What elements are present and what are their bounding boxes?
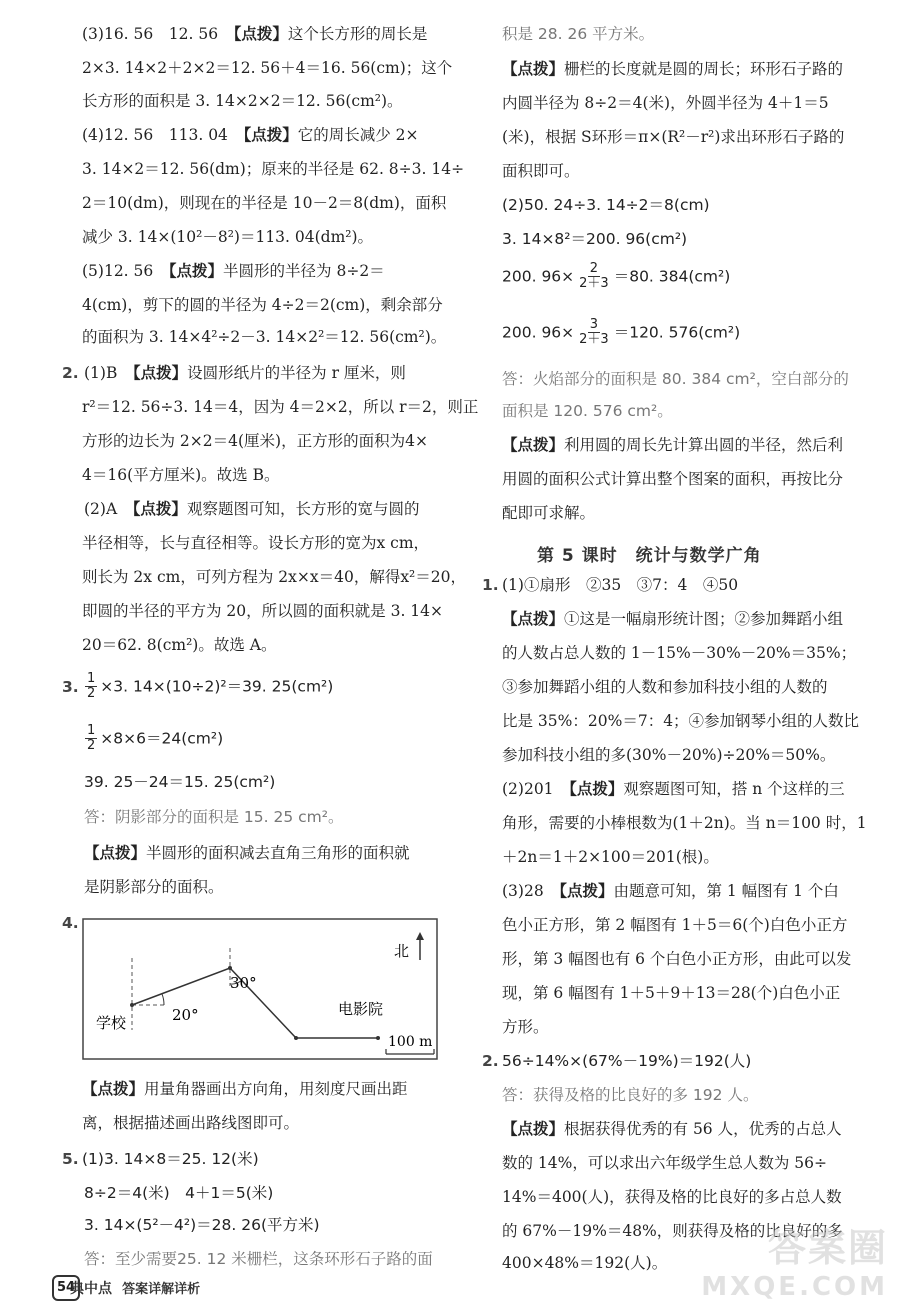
answer-statement: 积是 28. 26 平方米。 xyxy=(502,25,655,43)
formula-line: 200. 96× $\frac{2}{2+3}$ ＝80. 384(cm²) xyxy=(502,261,731,292)
answer-line: (4)12. 56 113. 04 【点拨】它的周长减少 2× xyxy=(82,126,419,144)
answer-statement: 面积是 120. 576 cm²。 xyxy=(502,402,673,420)
answer-line: (3)16. 56 12. 56 【点拨】这个长方形的周长是 xyxy=(82,25,428,43)
question-number: 1. xyxy=(482,576,499,594)
answer-line: 【点拨】栅栏的长度就是圆的周长；环形石子路的 xyxy=(502,60,844,78)
fraction: $\frac{3}{2+3}$ xyxy=(579,317,609,348)
answer-statement: 答：阴影部分的面积是 15. 25 cm²。 xyxy=(84,808,344,826)
answer-line: (1)B 【点拨】设圆形纸片的半径为 r 厘米，则 xyxy=(84,364,406,382)
answer-line: 4＝16(平方厘米)。故选 B。 xyxy=(82,466,280,484)
answer-line: 比是 35%：20%＝7：4；④参加钢琴小组的人数比 xyxy=(502,712,860,730)
route-map xyxy=(82,918,438,1060)
fraction: $\frac{1}{2}$ xyxy=(87,723,96,754)
formula-line: 56÷14%×(67%－19%)＝192(人) xyxy=(502,1052,752,1070)
answer-line: 20＝62. 8(cm²)。故选 A。 xyxy=(82,636,277,654)
page-number: 54 xyxy=(52,1275,80,1301)
answer-line: 内圆半径为 8÷2＝4(米)，外圆半径为 4＋1＝5 xyxy=(502,94,829,112)
answer-statement: 答：获得及格的比良好的多 192 人。 xyxy=(502,1086,759,1104)
answer-line: ③参加舞蹈小组的人数和参加科技小组的人数的 xyxy=(502,678,828,696)
answer-line: 配即可求解。 xyxy=(502,504,596,522)
answer-line: 方形的边长为 2×2＝4(厘米)，正方形的面积为4× xyxy=(82,432,428,450)
answer-line: 14%＝400(人)，获得及格的比良好的多占总人数 xyxy=(502,1188,842,1206)
formula-line: (1)3. 14×8＝25. 12(米) xyxy=(82,1150,259,1168)
answer-line: 面积即可。 xyxy=(502,162,580,180)
answer-line: r²＝12. 56÷3. 14＝4，因为 4＝2×2，所以 r＝2，则正 xyxy=(82,398,479,416)
answer-line: 3. 14×2＝12. 56(dm)；原来的半径是 62. 8÷3. 14÷ xyxy=(82,160,465,178)
angle-label: 30° xyxy=(230,974,257,992)
answer-line: (2)201 【点拨】观察题图可知，搭 n 个这样的三 xyxy=(502,780,845,798)
scale-label: 100 m xyxy=(388,1034,433,1050)
watermark: 答案圈 MXQE.COM xyxy=(701,1226,888,1302)
formula-line: 200. 96× $\frac{3}{2+3}$ ＝120. 576(cm²) xyxy=(502,317,741,348)
answer-line: 【点拨】用量角器画出方向角，用刻度尺画出距 xyxy=(82,1080,408,1098)
section-heading: 第 5 课时 统计与数学广角 xyxy=(537,546,762,566)
answer-line: 【点拨】利用圆的周长先计算出圆的半径，然后利 xyxy=(502,436,844,454)
north-label: 北 xyxy=(394,942,410,960)
school-label: 学校 xyxy=(96,1014,127,1032)
question-number: 2. xyxy=(482,1052,499,1070)
formula-line: 8÷2＝4(米) 4＋1＝5(米) xyxy=(84,1184,274,1202)
answer-line: 形，第 3 幅图也有 6 个白色小正方形，由此可以发 xyxy=(502,950,852,968)
answer-line: ＋2n＝1＋2×100＝201(根)。 xyxy=(502,848,719,866)
formula-line: 3. 14×(5²－4²)＝28. 26(平方米) xyxy=(84,1216,320,1234)
answer-line: 的 67%－19%＝48%，则获得及格的比良好的多 xyxy=(502,1222,843,1240)
answer-line: 即圆的半径的平方为 20，所以圆的面积就是 3. 14× xyxy=(82,602,444,620)
page-footer xyxy=(70,1278,200,1298)
answer-line: 半径相等，长与直径相等。设长方形的宽为x cm， xyxy=(82,534,430,552)
answer-statement: 答：火焰部分的面积是 80. 384 cm²，空白部分的 xyxy=(502,370,849,388)
answer-line: 色小正方形，第 2 幅图有 1＋5＝6(个)白色小正方 xyxy=(502,916,848,934)
answer-line: 参加科技小组的多(30%－20%)÷20%＝50%。 xyxy=(502,746,836,764)
answer-line: 的面积为 3. 14×4²÷2－3. 14×2²＝12. 56(cm²)。 xyxy=(82,328,447,346)
answer-line: (2)A 【点拨】观察题图可知，长方形的宽与圆的 xyxy=(84,500,420,518)
answer-line: 角形，需要的小棒根数为(1＋2n)。当 n＝100 时，1 xyxy=(502,814,867,832)
answer-line: 4(cm)，剪下的圆的半径为 4÷2＝2(cm)，剩余部分 xyxy=(82,296,443,314)
question-number: 2. xyxy=(62,364,79,382)
footer-title: 答案详解详析 xyxy=(122,1282,201,1297)
fraction: $\frac{1}{2}$ xyxy=(87,671,96,702)
answer-line: 方形。 xyxy=(502,1018,549,1036)
answer-line: 2×3. 14×2＋2×2＝12. 56＋4＝16. 56(cm)；这个 xyxy=(82,59,453,77)
formula-line: 39. 25－24＝15. 25(cm²) xyxy=(84,773,276,791)
answer-line: 则长为 2x cm，可列方程为 2x×x＝40，解得x²＝20， xyxy=(82,568,466,586)
formula-line: 3. 14×8²＝200. 96(cm²) xyxy=(502,230,688,248)
answer-line: (5)12. 56 【点拨】半圆形的半径为 8÷2＝ xyxy=(82,262,385,280)
answer-line: (3)28 【点拨】由题意可知，第 1 幅图有 1 个白 xyxy=(502,882,839,900)
answer-line: 【点拨】根据获得优秀的有 56 人，优秀的占总人 xyxy=(502,1120,842,1138)
formula-line: $\frac{1}{2}$ ×8×6＝24(cm²) xyxy=(87,723,224,754)
answer-line: (米)，根据 S环形＝π×(R²－r²)求出环形石子路的 xyxy=(502,128,845,146)
brand-logo: 典中点 xyxy=(70,1281,112,1297)
answer-line: 现，第 6 幅图有 1＋5＋9＋13＝28(个)白色小正 xyxy=(502,984,841,1002)
question-number: 3. xyxy=(62,678,79,696)
question-number: 4. xyxy=(62,914,79,932)
answer-line: 用圆的面积公式计算出整个图案的面积，再按比分 xyxy=(502,470,844,488)
question-number: 5. xyxy=(62,1150,79,1168)
answer-line: 长方形的面积是 3. 14×2×2＝12. 56(cm²)。 xyxy=(82,92,403,110)
answer-line: 【点拨】半圆形的面积减去直角三角形的面积就 xyxy=(84,844,410,862)
formula-line: $\frac{1}{2}$ ×3. 14×(10÷2)²＝39. 25(cm²) xyxy=(87,671,334,702)
answer-line: 是阴影部分的面积。 xyxy=(84,878,224,896)
answer-line: 【点拨】①这是一幅扇形统计图；②参加舞蹈小组 xyxy=(502,610,844,628)
answer-line: 的人数占总人数的 1－15%－30%－20%＝35%； xyxy=(502,644,857,662)
answer-line: 400×48%＝192(人)。 xyxy=(502,1254,668,1272)
cinema-label: 电影院 xyxy=(338,1000,384,1018)
answer-line: 数的 14%，可以求出六年级学生总人数为 56÷ xyxy=(502,1154,828,1172)
answer-statement: 答：至少需要25. 12 米栅栏，这条环形石子路的面 xyxy=(84,1250,433,1268)
angle-label: 20° xyxy=(172,1006,199,1024)
answer-line: 离，根据描述画出路线图即可。 xyxy=(82,1114,300,1132)
answer-line: 减少 3. 14×(10²－8²)＝113. 04(dm²)。 xyxy=(82,228,374,246)
formula-line: (2)50. 24÷3. 14÷2＝8(cm) xyxy=(502,196,710,214)
answer-line: 2＝10(dm)，则现在的半径是 10－2＝8(dm)，面积 xyxy=(82,194,447,212)
fraction: $\frac{2}{2+3}$ xyxy=(579,261,609,292)
answer-line: (1)①扇形 ②35 ③7：4 ④50 xyxy=(502,576,739,594)
